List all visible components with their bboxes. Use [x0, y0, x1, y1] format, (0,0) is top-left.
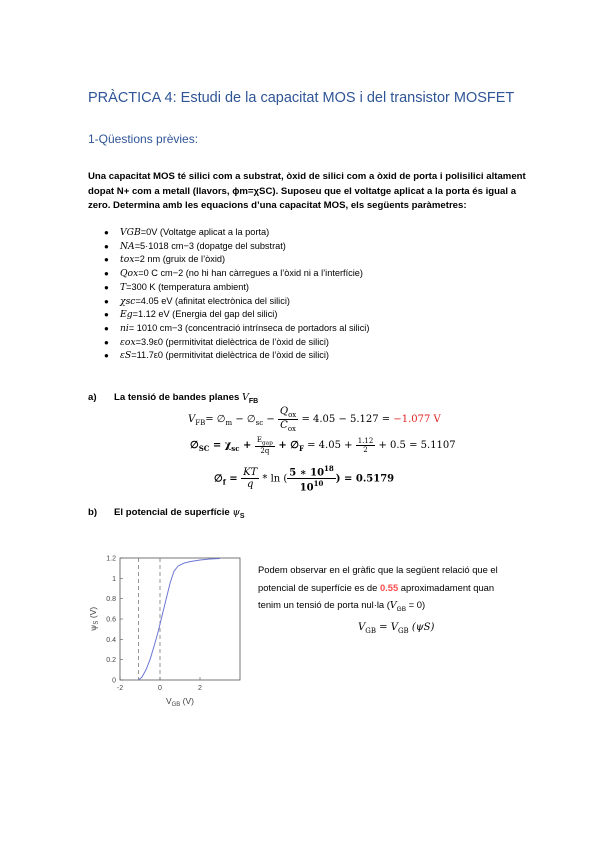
- parameter-description: =1.12 eV (Energia del gap del silici): [132, 309, 278, 320]
- parameter-description: =11.7ε0 (permitivitat dielèctrica de l’òxid de silici): [131, 350, 329, 361]
- parameter-item: [88, 240, 369, 254]
- parameter-symbol: NA: [120, 240, 135, 252]
- heading-b-label: El potencial de superfície: [114, 507, 230, 518]
- bullet-icon: ●: [104, 310, 109, 320]
- intro-paragraph: Una capacitat MOS té silici com a substrat, òxid de silici com a òxid de porta i polisilici altament dopat N+ com a metall (llavors, ϕm=χSC). Suposeu que el voltatge aplicat a la porta és igual a zero. Determina amb les equacions d’una capacitat MOS, els següents paràmetres:: [88, 171, 526, 212]
- parameter-symbol: Eg: [120, 309, 133, 321]
- y-tick-label: 0.8: [106, 596, 116, 604]
- parameter-description: =4.05 eV (afinitat electrònica del silici): [135, 295, 290, 306]
- bullet-icon: ●: [104, 241, 109, 251]
- parameter-description: =0 C cm−2 (no hi han càrregues a l’òxid ni a l’interfície): [138, 268, 363, 279]
- parameter-item: [88, 322, 369, 336]
- heading-a-letter: a): [88, 392, 97, 403]
- equation-phi-sc: $\emptyset_{SC} = \chi_{sc}$ + $\frac{E_{gap}}{2q}$ + $\emptyset_F = 4.05$ + $\frac{1.12}{2}$ + 0.5 = 5.1107: [190, 436, 456, 456]
- parameter-item: [88, 336, 369, 350]
- parameter-symbol: χsc: [120, 295, 136, 307]
- heading-b-sub: S: [239, 512, 245, 520]
- y-tick-label: 1: [112, 575, 116, 583]
- parameter-description: =3.9ε0 (permitivitat dielèctrica de l’òxid de silici): [135, 336, 329, 347]
- heading-b-symbol: ψ: [232, 507, 240, 518]
- vfb-result: −1.077 V: [393, 414, 441, 425]
- equation-phi-f: $\emptyset_f$ = $\frac{KT}{q}$ * ln ( $\frac{5 ∗ 10^{18}}{10^{10}}$ ) = 0.5179: [214, 464, 395, 494]
- y-tick-label: 0: [112, 677, 116, 685]
- bullet-icon: ●: [104, 228, 109, 237]
- y-axis-label: $\psi_S$ (V): [88, 606, 100, 632]
- parameter-item: [88, 281, 369, 295]
- x-tick-label: 0: [158, 685, 162, 692]
- plot-frame: [120, 558, 240, 680]
- bullet-icon: ●: [104, 269, 109, 279]
- equation-vfb: $V_{FB}=$ $\emptyset_m$ − $\emptyset_{sc}$ − $\frac{Q_{ox}}{C_{ox}}$ = 4.05 − 5.127 = −1.077 V: [188, 406, 441, 433]
- y-tick-label: 0.6: [106, 616, 116, 624]
- parameter-item: [88, 267, 369, 281]
- x-tick-label: -2: [116, 685, 124, 692]
- heading-a-sub: FB: [248, 397, 259, 405]
- parameter-item: [88, 253, 369, 267]
- parameter-item: [88, 226, 369, 240]
- heading-b-letter: b): [88, 507, 98, 518]
- y-tick-label: 1.2: [106, 555, 116, 563]
- bullet-icon: ●: [104, 296, 109, 306]
- parameter-description: =0V (Voltatge aplicat a la porta): [140, 227, 270, 237]
- parameter-item: [88, 349, 369, 363]
- bullet-icon: ●: [104, 323, 109, 333]
- x-axis-label: $V_{GB}$ (V): [165, 696, 195, 708]
- parameter-symbol: εS: [120, 350, 132, 362]
- parameter-symbol: Qox: [120, 268, 139, 280]
- bullet-icon: ●: [104, 255, 109, 265]
- parameter-symbol: ni: [120, 322, 129, 334]
- parameter-description: =2 nm (gruix de l’òxid): [134, 254, 226, 265]
- parameter-item: [88, 308, 369, 322]
- parameter-list: [88, 226, 369, 363]
- page-title: PRÀCTICA 4: Estudi de la capacitat MOS i del transistor MOSFET: [88, 90, 515, 106]
- x-tick-label: 2: [198, 685, 202, 692]
- heading-b: [88, 507, 245, 520]
- bullet-icon: ●: [104, 282, 109, 292]
- chart-description: Podem observar en el gràfic que la següent relació que el potencial de superfície es de 0.55 aproximadament quan tenim un tensió de porta nul·la $(V_{GB} = 0)$: [258, 564, 498, 614]
- surface-potential-value: 0.55: [379, 581, 399, 593]
- chart-axes: [88, 556, 240, 709]
- parameter-symbol: VGB: [120, 227, 141, 238]
- bullet-icon: ●: [104, 337, 109, 347]
- parameter-description: =300 K (temperatura ambient): [126, 281, 249, 292]
- parameter-description: = 1010 cm−3 (concentració intrínseca de portadors al silici): [128, 322, 370, 333]
- parameter-symbol: tox: [120, 254, 135, 266]
- parameter-symbol: εox: [120, 336, 136, 348]
- section-title: 1-Qüestions prèvies:: [88, 132, 199, 146]
- y-tick-label: 0.4: [106, 636, 116, 644]
- surface-potential-chart: [84, 550, 254, 720]
- bullet-icon: ●: [104, 351, 109, 361]
- parameter-symbol: T: [120, 281, 127, 293]
- heading-a: [88, 392, 258, 405]
- parameter-item: [88, 295, 369, 309]
- heading-a-symbol: V: [241, 392, 249, 403]
- equation-vgb: $V_{GB} = V_{GB}$ (ψS): [358, 622, 435, 635]
- heading-a-label: La tensió de bandes planes: [114, 392, 240, 403]
- parameter-description: =5·1018 cm−3 (dopatge del substrat): [134, 240, 286, 251]
- y-tick-label: 0.2: [106, 657, 116, 665]
